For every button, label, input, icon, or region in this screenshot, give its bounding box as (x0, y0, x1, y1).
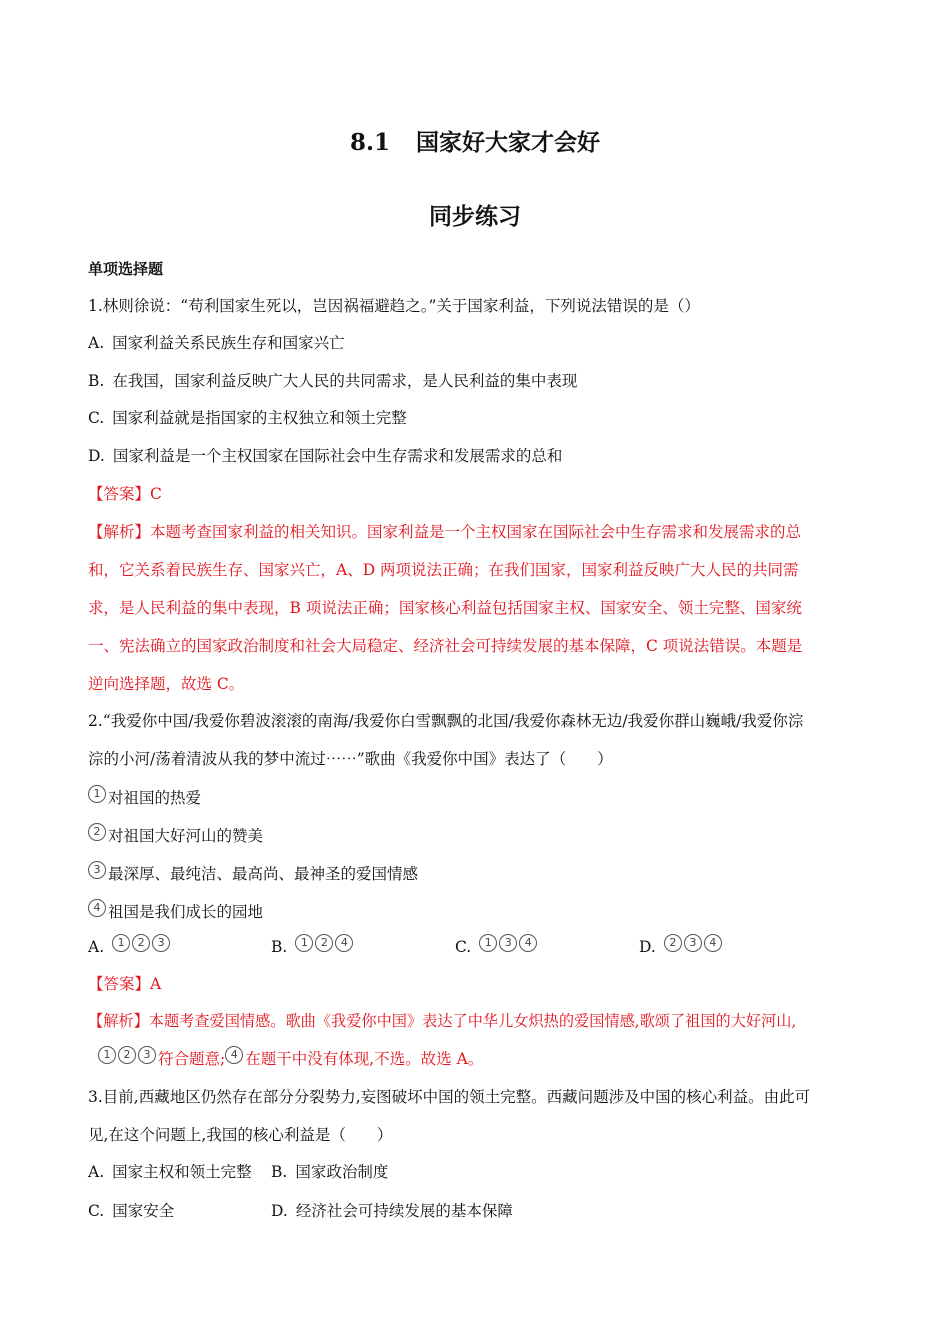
page-title (0, 124, 950, 157)
q1-option-c (88, 406, 407, 428)
q2-item-1 (88, 785, 201, 808)
q3-option-b (271, 1160, 388, 1182)
circled-number: 2 (664, 934, 682, 952)
q1-option-a (88, 331, 345, 353)
choice-letter: C. (455, 938, 472, 956)
q1-analysis-line: 逆向选择题，故选 C。 (88, 675, 245, 693)
q2-analysis-line (98, 1046, 483, 1069)
q2-item-4 (88, 899, 263, 922)
circled-number: 2 (315, 934, 333, 952)
lesson-number: 8.1 (349, 129, 390, 156)
choice-letter: B. (271, 938, 288, 956)
q1-analysis-line: 和，它关系着民族生存、国家兴亡，A、D 两项说法正确；在我们国家，国家利益反映广大人民的共同需 (88, 561, 799, 579)
circled-number: 1 (295, 934, 313, 952)
circled-number: 3 (499, 934, 517, 952)
circled-number: 3 (138, 1046, 156, 1064)
q2-choice-a (88, 934, 172, 956)
q3-stem-line: 见,在这个问题上,我国的核心利益是（ ） (88, 1126, 393, 1144)
circled-number: 1 (88, 785, 106, 803)
q2-choice-c (455, 934, 539, 956)
q2-item-2 (88, 823, 263, 846)
circled-number: 4 (519, 934, 537, 952)
item-text: 最深厚、最纯洁、最高尚、最神圣的爱国情感 (108, 865, 419, 883)
q3-option-a (88, 1160, 252, 1182)
circled-number: 2 (88, 823, 106, 841)
q2-stem-line: 2.“我爱你中国/我爱你碧波滚滚的南海/我爱你白雪飘飘的北国/我爱你森林无边/我爱你群山巍峨/我爱你淙 (88, 712, 804, 730)
option-text: 国家政治制度 (295, 1163, 389, 1181)
q1-option-d (88, 444, 562, 466)
answer-label: 【答案】 (88, 975, 151, 993)
option-text: 国家利益是一个主权国家在国际社会中生存需求和发展需求的总和 (112, 447, 563, 465)
q2-choice-d (639, 934, 724, 956)
answer-value: C (150, 485, 162, 503)
analysis-text: 在题干中没有体现,不选。故选 A。 (245, 1050, 484, 1068)
q2-analysis-line: 【解析】本题考查爱国情感。歌曲《我爱你中国》表达了中华儿女炽热的爱国情感,歌颂了祖国的大好河山, (88, 1012, 797, 1030)
circled-number: 4 (335, 934, 353, 952)
option-letter: C. (88, 1202, 105, 1220)
item-text: 对祖国的热爱 (108, 789, 202, 807)
q1-analysis-line: 一、宪法确立的国家政治制度和社会大局稳定、经济社会可持续发展的基本保障，C 项说法错误。本题是 (88, 637, 803, 655)
option-letter: D. (88, 447, 105, 465)
option-text: 国家利益关系民族生存和国家兴亡 (112, 334, 345, 352)
option-text: 经济社会可持续发展的基本保障 (295, 1202, 513, 1220)
circled-number: 3 (684, 934, 702, 952)
option-text: 国家主权和领土完整 (112, 1163, 252, 1181)
circled-number: 4 (704, 934, 722, 952)
q2-stem-line: 淙的小河/荡着清波从我的梦中流过⋯⋯”歌曲《我爱你中国》表达了（ ） (88, 750, 613, 768)
answer-label: 【答案】 (88, 485, 151, 503)
option-letter: C. (88, 409, 105, 427)
q2-choice-b (271, 934, 355, 956)
item-text: 祖国是我们成长的园地 (108, 903, 264, 921)
circled-number: 4 (225, 1046, 243, 1064)
q1-analysis-line: 求，是人民利益的集中表现，B 项说法正确；国家核心利益包括国家主权、国家安全、领土完整、国家统 (88, 599, 802, 617)
analysis-text: 符合题意; (158, 1050, 226, 1068)
circled-number: 1 (479, 934, 497, 952)
answer-value: A (150, 975, 162, 993)
q3-stem-line: 3.目前,西藏地区仍然存在部分分裂势力,妄图破坏中国的领土完整。西藏问题涉及中国的核心利益。由此可 (88, 1088, 811, 1106)
q3-option-d (271, 1199, 513, 1221)
q1-option-b (88, 369, 577, 391)
option-letter: D. (271, 1202, 288, 1220)
circled-number: 2 (118, 1046, 136, 1064)
option-letter: B. (88, 372, 105, 390)
circled-number: 2 (132, 934, 150, 952)
q1-stem: 1.林则徐说：“苟利国家生死以，岂因祸福避趋之。”关于国家利益，下列说法错误的是（） (88, 297, 700, 315)
q2-answer (88, 972, 161, 994)
q3-option-c (88, 1199, 174, 1221)
lesson-title: 国家好大家才会好 (416, 129, 600, 156)
choice-letter: A. (88, 938, 105, 956)
circled-number: 1 (112, 934, 130, 952)
q1-analysis-line: 【解析】本题考查国家利益的相关知识。国家利益是一个主权国家在国际社会中生存需求和发展需求的总 (88, 523, 802, 541)
option-letter: A. (88, 1163, 105, 1181)
option-letter: A. (88, 334, 105, 352)
option-text: 在我国，国家利益反映广大人民的共同需求，是人民利益的集中表现 (112, 372, 578, 390)
circled-number: 1 (98, 1046, 116, 1064)
page-subtitle: 同步练习 (429, 203, 521, 230)
q1-answer (88, 482, 162, 504)
choice-letter: D. (639, 938, 656, 956)
circled-number: 3 (88, 861, 106, 879)
option-letter: B. (271, 1163, 288, 1181)
circled-number: 3 (152, 934, 170, 952)
item-text: 对祖国大好河山的赞美 (108, 827, 264, 845)
option-text: 国家安全 (112, 1202, 175, 1220)
circled-number: 4 (88, 899, 106, 917)
q2-item-3 (88, 861, 418, 884)
option-text: 国家利益就是指国家的主权独立和领土完整 (112, 409, 407, 427)
section-heading: 单项选择题 (88, 260, 164, 278)
